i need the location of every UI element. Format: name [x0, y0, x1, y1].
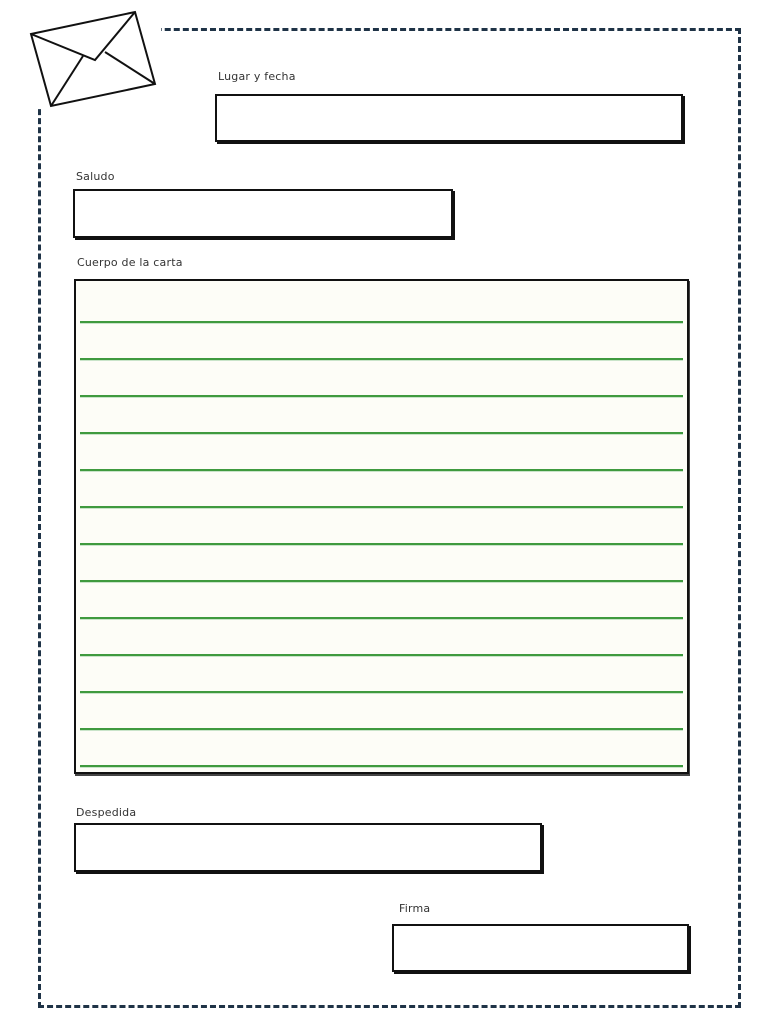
- writing-line: [80, 765, 683, 767]
- body-label: Cuerpo de la carta: [77, 256, 183, 269]
- writing-line: [80, 321, 683, 323]
- signature-label: Firma: [399, 902, 431, 915]
- writing-line: [80, 543, 683, 545]
- writing-line: [80, 580, 683, 582]
- writing-line: [80, 469, 683, 471]
- writing-line: [80, 358, 683, 360]
- writing-line: [80, 691, 683, 693]
- place-date-label: Lugar y fecha: [218, 70, 296, 83]
- farewell-field[interactable]: [74, 823, 542, 872]
- writing-line: [80, 432, 683, 434]
- writing-line: [80, 654, 683, 656]
- signature-field[interactable]: [392, 924, 689, 972]
- writing-line: [80, 506, 683, 508]
- place-date-field[interactable]: [215, 94, 683, 142]
- writing-line: [80, 617, 683, 619]
- greeting-field[interactable]: [73, 189, 453, 238]
- writing-line: [80, 728, 683, 730]
- letter-body-field[interactable]: [74, 279, 689, 774]
- writing-line: [80, 395, 683, 397]
- envelope-icon: [25, 8, 161, 108]
- greeting-label: Saludo: [76, 170, 115, 183]
- farewell-label: Despedida: [76, 806, 137, 819]
